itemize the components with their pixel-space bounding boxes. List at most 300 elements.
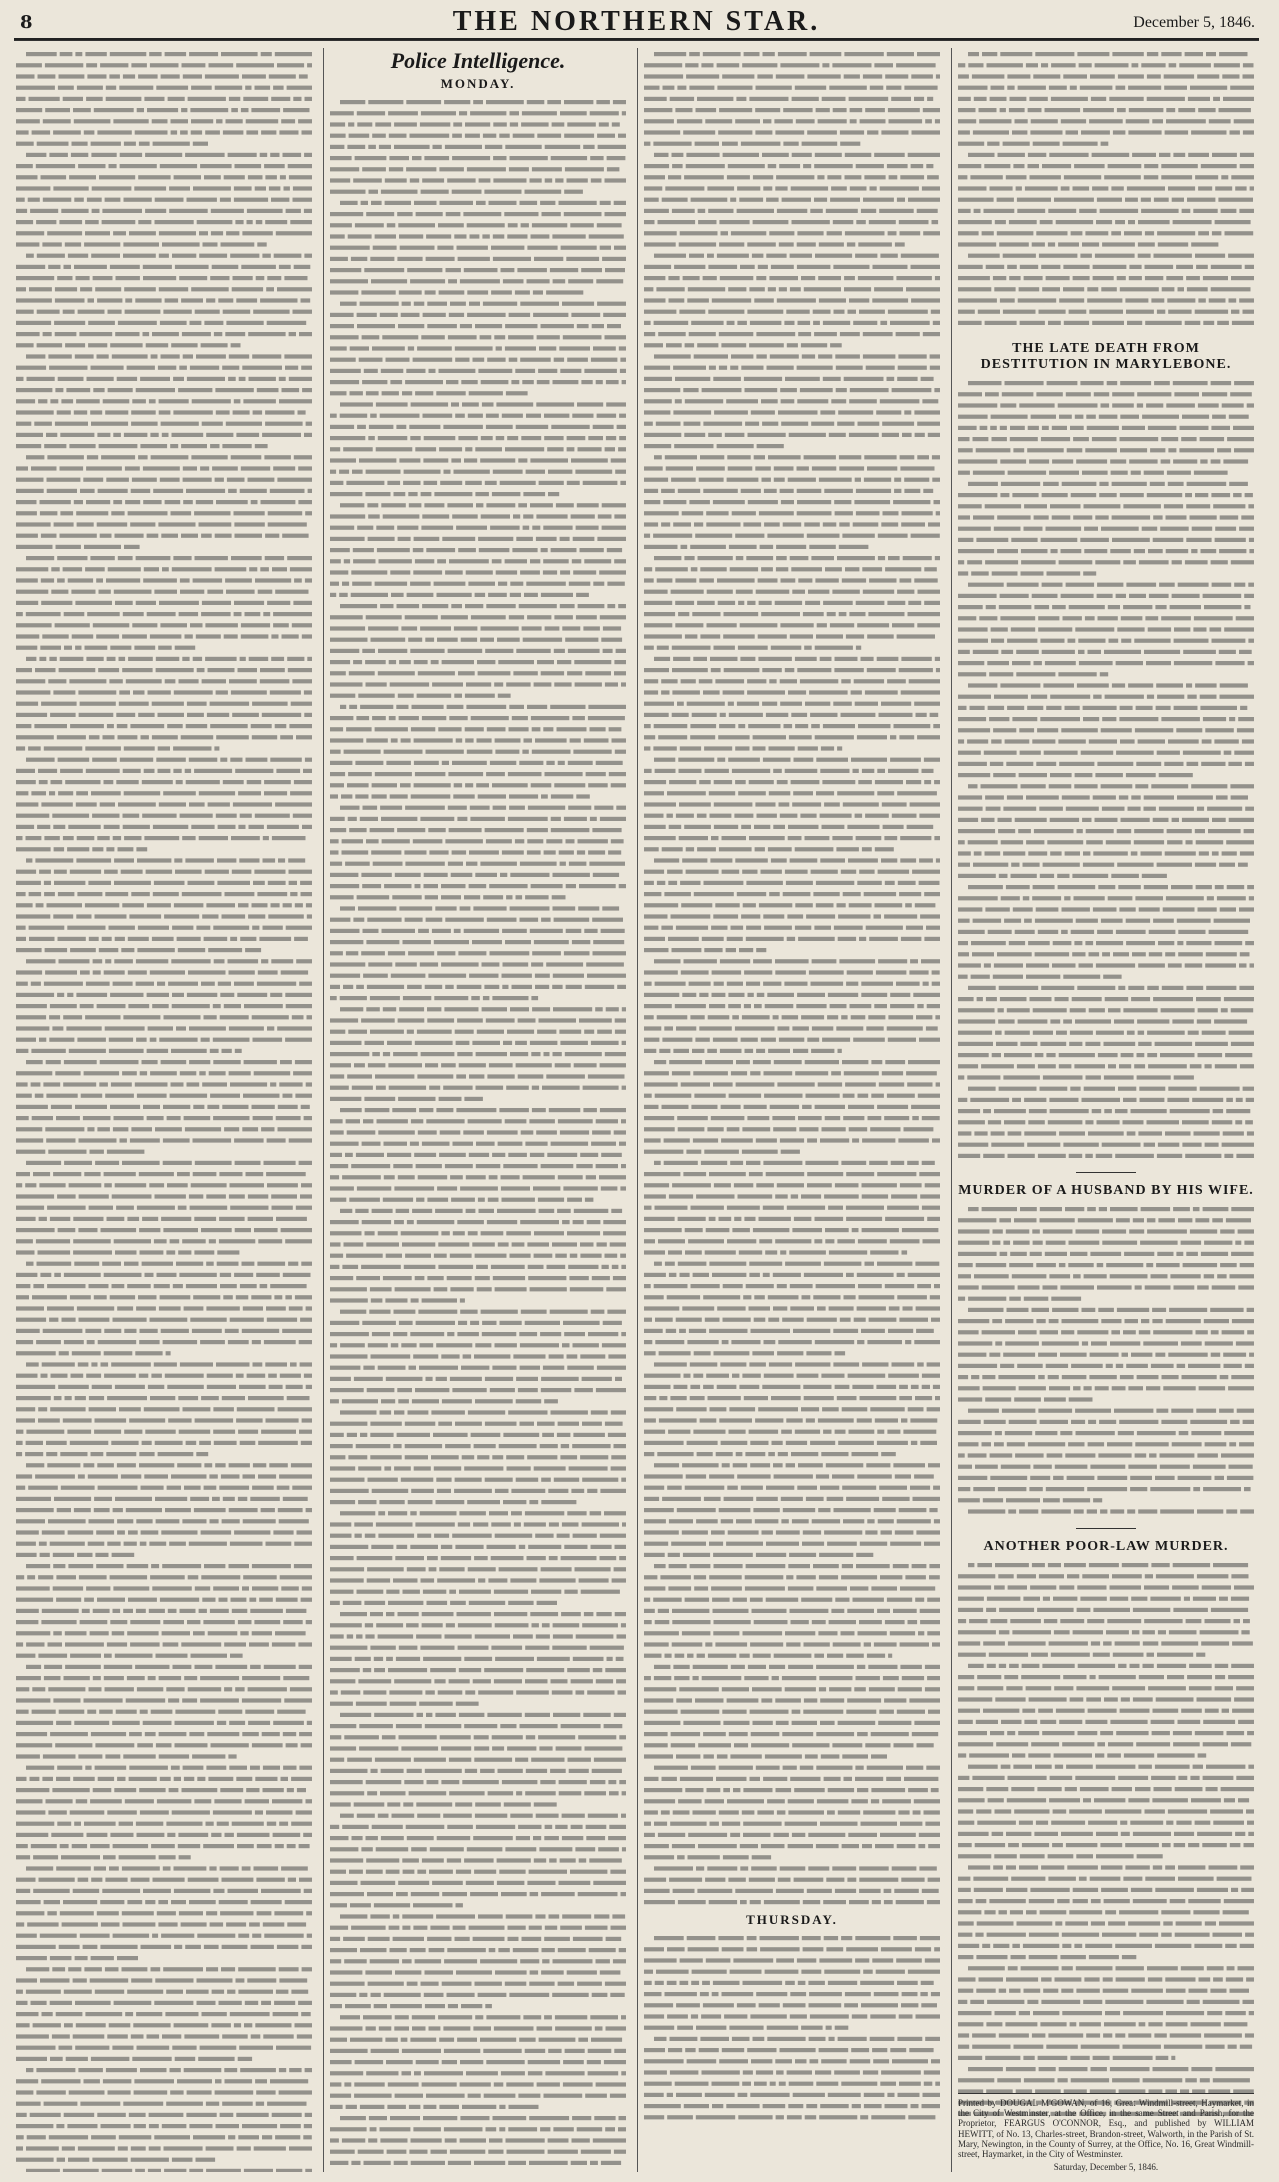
- text-word: [444, 470, 451, 474]
- text-word: [553, 1623, 580, 1627]
- text-word: [822, 97, 846, 101]
- text-word: [16, 914, 50, 918]
- text-word: [330, 1724, 356, 1728]
- text-word: [107, 657, 116, 661]
- text-word: [619, 436, 626, 440]
- text-word: [268, 522, 307, 526]
- text-word: [64, 1340, 84, 1344]
- text-word: [105, 410, 128, 414]
- text-word: [122, 1866, 160, 1870]
- text-word: [614, 2049, 626, 2053]
- text-word: [362, 1142, 381, 1146]
- text-word: [644, 164, 669, 168]
- text-word: [487, 1074, 514, 1078]
- text-word: [36, 2068, 75, 2072]
- text-word: [656, 287, 684, 291]
- text-word: [330, 436, 365, 440]
- text-word: [588, 850, 605, 854]
- text-word: [276, 1990, 289, 1994]
- text-word: [137, 1687, 163, 1691]
- text-word: [248, 1194, 268, 1198]
- text-word: [524, 1522, 546, 1526]
- text-word: [644, 220, 655, 224]
- text-word: [57, 1766, 82, 1770]
- text-word: [392, 895, 421, 899]
- text-word: [45, 63, 83, 67]
- text-word: [89, 937, 99, 941]
- text-word: [272, 1642, 296, 1646]
- text-word: [713, 377, 741, 381]
- text-word: [76, 276, 90, 280]
- text-word: [359, 1993, 367, 1997]
- text-word: [368, 145, 376, 149]
- text-word: [775, 601, 802, 605]
- text-word: [221, 1474, 240, 1478]
- text-word: [697, 601, 715, 605]
- text-word: [249, 825, 264, 829]
- text-word: [330, 1198, 346, 1202]
- text-word: [330, 2127, 367, 2131]
- text-word: [236, 1295, 249, 1299]
- text-word: [52, 2034, 70, 2038]
- text-word: [409, 425, 440, 429]
- text-word: [355, 1657, 371, 1661]
- text-word: [435, 906, 456, 910]
- text-word: [330, 839, 339, 843]
- text-word: [557, 1534, 570, 1538]
- text-word: [689, 52, 700, 56]
- text-word: [38, 1407, 47, 1411]
- text-word: [397, 212, 412, 216]
- text-word: [135, 2169, 145, 2172]
- text-word: [224, 1127, 239, 1131]
- text-word: [63, 1900, 97, 1904]
- text-word: [856, 601, 885, 605]
- text-word: [49, 366, 87, 370]
- text-word: [26, 1441, 43, 1445]
- text-word: [392, 1108, 416, 1112]
- text-word: [67, 847, 89, 851]
- text-word: [580, 1354, 605, 1358]
- text-word: [210, 444, 219, 448]
- text-word: [448, 772, 483, 776]
- text-word: [263, 836, 269, 840]
- text-word: [509, 806, 525, 810]
- text-word: [79, 713, 114, 717]
- text-word: [597, 414, 617, 418]
- text-word: [222, 1519, 240, 1523]
- text-word: [797, 668, 831, 672]
- text-word: [596, 761, 623, 765]
- text-word: [129, 914, 161, 918]
- text-word: [371, 1298, 383, 1302]
- text-word: [666, 343, 682, 347]
- text-word: [448, 335, 477, 339]
- text-word: [199, 1071, 205, 1075]
- text-word: [196, 634, 221, 638]
- text-word: [155, 198, 184, 202]
- text-word: [278, 858, 285, 862]
- text-word: [560, 604, 575, 608]
- text-word: [665, 186, 704, 190]
- text-word: [159, 1732, 187, 1736]
- text-word: [505, 1119, 527, 1123]
- text-word: [486, 100, 524, 104]
- text-word: [366, 2026, 376, 2030]
- text-word: [774, 466, 794, 470]
- text-word: [450, 1254, 472, 1258]
- text-word: [95, 914, 127, 918]
- text-word: [40, 1273, 51, 1277]
- text-word: [16, 97, 26, 101]
- text-word: [148, 1385, 164, 1389]
- text-word: [839, 522, 849, 526]
- text-word: [775, 130, 804, 134]
- text-word: [417, 1870, 426, 1874]
- text-word: [16, 612, 23, 616]
- text-word: [156, 668, 194, 672]
- text-word: [438, 1265, 473, 1269]
- text-word: [346, 727, 372, 731]
- text-word: [717, 63, 740, 67]
- text-word: [150, 1396, 175, 1400]
- text-word: [330, 1063, 351, 1067]
- text-word: [213, 1116, 249, 1120]
- text-word: [153, 825, 188, 829]
- text-word: [504, 1802, 531, 1806]
- text-word: [514, 1522, 521, 1526]
- text-word: [98, 489, 128, 493]
- text-word: [101, 1362, 109, 1366]
- text-word: [289, 175, 312, 179]
- text-word: [366, 470, 401, 474]
- text-word: [588, 705, 626, 709]
- text-word: [162, 2124, 187, 2128]
- text-word: [172, 433, 204, 437]
- text-word: [119, 690, 130, 694]
- text-word: [401, 1478, 434, 1482]
- text-word: [815, 578, 838, 582]
- text-word: [767, 534, 803, 538]
- text-word: [47, 455, 84, 459]
- text-word: [743, 522, 761, 526]
- text-word: [510, 1254, 531, 1258]
- text-word: [600, 201, 611, 205]
- text-word: [227, 1990, 235, 1994]
- text-word: [127, 1564, 149, 1568]
- text-word: [96, 1530, 114, 1534]
- text-word: [115, 1497, 152, 1501]
- text-word: [607, 167, 620, 171]
- text-word: [166, 1250, 175, 1254]
- text-word: [85, 903, 119, 907]
- text-word: [72, 634, 94, 638]
- text-word: [801, 343, 827, 347]
- text-word: [158, 366, 176, 370]
- text-word: [488, 1198, 499, 1202]
- text-word: [105, 1026, 145, 1030]
- text-word: [797, 265, 831, 269]
- text-word: [797, 511, 832, 515]
- text-word: [901, 522, 925, 526]
- text-word: [330, 1186, 354, 1190]
- text-word: [539, 346, 556, 350]
- text-word: [818, 354, 832, 358]
- text-word: [44, 746, 83, 750]
- text-word: [509, 794, 538, 798]
- text-word: [825, 567, 842, 571]
- text-word: [533, 1186, 560, 1190]
- text-word: [935, 657, 940, 661]
- text-word: [900, 175, 924, 179]
- text-word: [520, 1366, 540, 1370]
- text-word: [522, 750, 528, 754]
- text-word: [361, 1018, 395, 1022]
- text-word: [115, 601, 133, 605]
- text-word: [167, 1486, 181, 1490]
- text-word: [184, 2068, 222, 2072]
- text-word: [507, 234, 527, 238]
- text-word: [123, 1015, 160, 1019]
- text-word: [480, 458, 515, 462]
- text-word: [330, 1623, 362, 1627]
- text-word: [26, 2146, 59, 2150]
- text-word: [190, 1206, 228, 1210]
- text-word: [161, 1329, 189, 1333]
- text-word: [234, 399, 241, 403]
- text-word: [739, 198, 763, 202]
- text-word: [532, 1007, 550, 1011]
- text-word: [644, 590, 668, 594]
- text-word: [216, 410, 230, 414]
- text-word: [265, 534, 279, 538]
- text-word: [402, 302, 411, 306]
- text-word: [553, 906, 576, 910]
- text-word: [33, 2023, 61, 2027]
- text-word: [480, 1769, 495, 1773]
- text-word: [520, 918, 539, 922]
- text-word: [610, 1870, 626, 1874]
- text-word: [229, 354, 249, 358]
- text-word: [491, 1646, 522, 1650]
- text-word: [330, 1881, 358, 1885]
- text-word: [822, 63, 829, 67]
- text-word: [784, 321, 794, 325]
- text-word: [252, 1486, 274, 1490]
- text-word: [465, 727, 484, 731]
- text-word: [176, 1262, 203, 1266]
- text-word: [813, 310, 831, 314]
- text-word: [251, 500, 258, 504]
- text-word: [75, 601, 112, 605]
- text-word: [252, 1340, 261, 1344]
- text-word: [64, 1060, 97, 1064]
- text-word: [16, 1978, 37, 1982]
- text-word: [415, 1959, 442, 1963]
- text-word: [261, 1508, 275, 1512]
- text-word: [107, 1810, 137, 1814]
- text-word: [151, 354, 158, 358]
- text-word: [111, 1441, 138, 1445]
- text-word: [586, 772, 606, 776]
- text-word: [526, 470, 545, 474]
- text-word: [581, 1590, 620, 1594]
- text-word: [26, 556, 54, 560]
- text-word: [201, 1396, 219, 1400]
- text-word: [570, 1287, 604, 1291]
- text-word: [360, 302, 399, 306]
- text-word: [118, 802, 156, 806]
- text-word: [109, 164, 117, 168]
- text-word: [94, 1497, 112, 1501]
- text-word: [426, 1713, 432, 1717]
- text-word: [16, 993, 54, 997]
- text-word: [688, 287, 725, 291]
- text-word: [303, 1833, 312, 1837]
- text-word: [87, 455, 98, 459]
- text-word: [213, 1586, 239, 1590]
- text-word: [39, 657, 46, 661]
- text-word: [330, 1175, 339, 1179]
- text-word: [671, 590, 704, 594]
- text-word: [714, 410, 748, 414]
- text-word: [16, 1105, 48, 1109]
- text-word: [348, 234, 372, 238]
- text-word: [355, 1534, 362, 1538]
- text-word: [930, 366, 940, 370]
- text-word: [849, 399, 877, 403]
- text-word: [157, 1273, 177, 1277]
- text-word: [137, 1094, 167, 1098]
- text-word: [343, 1601, 362, 1605]
- text-word: [280, 1575, 312, 1579]
- text-word: [40, 500, 71, 504]
- text-word: [88, 881, 111, 885]
- text-word: [872, 298, 908, 302]
- text-word: [88, 321, 115, 325]
- text-word: [779, 164, 800, 168]
- text-word: [167, 1833, 175, 1837]
- text-word: [53, 186, 88, 190]
- text-word: [360, 1948, 387, 1952]
- text-word: [601, 638, 622, 642]
- text-word: [16, 1441, 23, 1445]
- text-word: [32, 1710, 56, 1714]
- text-word: [151, 1844, 175, 1848]
- text-word: [549, 1354, 564, 1358]
- text-word: [69, 1183, 102, 1187]
- text-word: [819, 298, 846, 302]
- text-word: [104, 825, 120, 829]
- text-word: [42, 1777, 53, 1781]
- text-word: [590, 817, 597, 821]
- text-word: [612, 1914, 625, 1918]
- text-word: [880, 254, 897, 258]
- text-word: [285, 1295, 292, 1299]
- text-word: [306, 1082, 312, 1086]
- text-word: [622, 1522, 626, 1526]
- text-word: [113, 1508, 123, 1512]
- text-word: [87, 1127, 94, 1131]
- text-word: [70, 1441, 109, 1445]
- text-word: [406, 167, 436, 171]
- text-word: [246, 758, 268, 762]
- text-word: [731, 231, 766, 235]
- text-word: [287, 1396, 310, 1400]
- text-word: [441, 1780, 459, 1784]
- text-word: [27, 1922, 58, 1926]
- text-word: [105, 198, 121, 202]
- text-word: [394, 2161, 408, 2165]
- text-word: [273, 623, 289, 627]
- text-word: [172, 2046, 196, 2050]
- text-word: [330, 122, 345, 126]
- text-word: [886, 86, 901, 90]
- text-word: [461, 380, 477, 384]
- text-word: [280, 735, 293, 739]
- text-word: [48, 1150, 86, 1154]
- text-word: [271, 657, 284, 661]
- text-word: [422, 1142, 450, 1146]
- text-word: [394, 1466, 411, 1470]
- text-word: [477, 1455, 489, 1459]
- text-word: [330, 1937, 340, 1941]
- text-word: [330, 526, 354, 530]
- text-word: [330, 1545, 368, 1549]
- text-word: [330, 234, 345, 238]
- text-word: [283, 1676, 309, 1680]
- text-word: [283, 1273, 311, 1277]
- text-word: [386, 1254, 402, 1258]
- text-word: [330, 290, 358, 294]
- text-word: [122, 1071, 137, 1075]
- text-word: [457, 1612, 491, 1616]
- text-word: [205, 870, 229, 874]
- text-word: [330, 716, 353, 720]
- text-word: [617, 1634, 627, 1638]
- text-word: [593, 2138, 626, 2142]
- text-word: [295, 903, 303, 907]
- text-word: [456, 1970, 492, 1974]
- text-word: [145, 1430, 175, 1434]
- text-word: [330, 593, 336, 597]
- text-word: [526, 582, 566, 586]
- text-word: [172, 567, 212, 571]
- text-word: [727, 478, 759, 482]
- text-word: [163, 1967, 203, 1971]
- text-word: [163, 1620, 184, 1624]
- text-word: [340, 1310, 366, 1314]
- text-word: [197, 1978, 233, 1982]
- text-word: [183, 466, 197, 470]
- text-word: [239, 1385, 266, 1389]
- text-word: [330, 246, 370, 250]
- text-word: [475, 1276, 490, 1280]
- text-word: [208, 1777, 233, 1781]
- text-word: [330, 1903, 347, 1907]
- text-word: [711, 668, 721, 672]
- text-word: [330, 626, 365, 630]
- text-word: [197, 668, 205, 672]
- text-word: [530, 503, 553, 507]
- text-word: [550, 705, 585, 709]
- text-word: [897, 634, 935, 638]
- text-word: [574, 1388, 593, 1392]
- text-word: [414, 2071, 421, 2075]
- text-word: [16, 1082, 28, 1086]
- text-word: [190, 1318, 226, 1322]
- text-word: [95, 287, 121, 291]
